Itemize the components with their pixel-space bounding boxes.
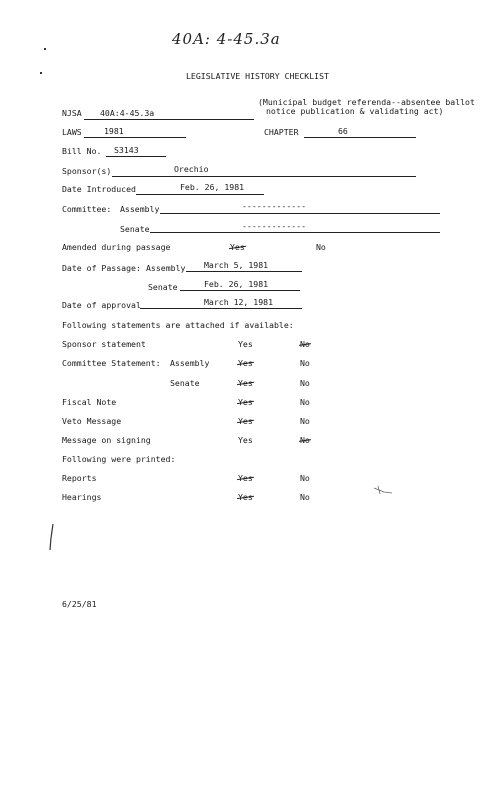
- reports-no: No: [300, 473, 310, 483]
- amended-yes-struck: Yes: [230, 242, 245, 252]
- fiscal-note-yes-struck: Yes: [238, 397, 253, 407]
- hearings-yes-struck: Yes: [238, 492, 253, 502]
- committee-assembly-label: Assembly: [120, 204, 160, 214]
- njsa-value: 40A:4-45.3a: [100, 108, 155, 118]
- committee-senate-value: -------------: [242, 221, 307, 231]
- committee-statement-senate-yes: [238, 379, 253, 387]
- introduced-underline: [136, 194, 264, 195]
- veto-message-label: Veto Message: [62, 416, 122, 426]
- sponsor-statement-yes: Yes: [238, 339, 253, 349]
- reports-yes: [238, 474, 253, 482]
- passage-senate-underline: [180, 290, 300, 291]
- stray-mark: [40, 72, 42, 74]
- amended-label: Amended during passage: [62, 242, 171, 252]
- committee-statement-assembly-no: No: [300, 358, 310, 368]
- chapter-value: 66: [338, 126, 348, 136]
- hearings-yes: [238, 493, 253, 501]
- stray-mark: [44, 48, 46, 50]
- passage-assembly-value: March 5, 1981: [204, 260, 269, 270]
- sponsor-statement-no: [300, 340, 310, 348]
- committee-statement-assembly-yes: [238, 359, 253, 367]
- committee-statement-senate-label: Senate: [170, 378, 200, 388]
- amended-no: No: [316, 242, 326, 252]
- sponsor-underline: [112, 176, 416, 177]
- reports-label: Reports: [62, 473, 97, 483]
- passage-label: Date of Passage:: [62, 263, 141, 273]
- veto-message-yes: [238, 417, 253, 425]
- sponsor-statement-label: Sponsor statement: [62, 339, 146, 349]
- fiscal-note-label: Fiscal Note: [62, 397, 117, 407]
- pen-mark: [372, 484, 394, 498]
- amended-yes: [230, 243, 245, 251]
- committee-senate-label: Senate: [120, 224, 150, 234]
- committee-statement-assembly-label: Assembly: [170, 358, 210, 368]
- committee-senate-underline: [150, 232, 440, 233]
- veto-message-yes-struck: Yes: [238, 416, 253, 426]
- bill-label: Bill No.: [62, 146, 102, 156]
- introduced-label: Date Introduced: [62, 184, 136, 194]
- committee-assembly-value: -------------: [242, 201, 307, 211]
- sponsor-label: Sponsor(s): [62, 166, 112, 176]
- chapter-label: CHAPTER: [264, 127, 299, 137]
- description-line1: (Municipal budget referenda--absentee ballot: [258, 97, 475, 107]
- following-attached: Following statements are attached if available:: [62, 320, 294, 330]
- description-line2: notice publication & validating act): [266, 106, 444, 116]
- bill-value: S3143: [114, 145, 139, 155]
- committee-statement-senate-yes-struck: Yes: [238, 378, 253, 388]
- hearings-no: No: [300, 492, 310, 502]
- bill-underline: [106, 156, 166, 157]
- pen-stroke: [48, 522, 56, 552]
- committee-statement-label: Committee Statement:: [62, 358, 161, 368]
- fiscal-note-yes: [238, 398, 253, 406]
- message-signing-no-struck: No: [300, 435, 310, 445]
- hearings-label: Hearings: [62, 492, 102, 502]
- reports-yes-struck: Yes: [238, 473, 253, 483]
- njsa-label: NJSA: [62, 108, 82, 118]
- laws-underline: [84, 137, 186, 138]
- introduced-value: Feb. 26, 1981: [180, 182, 245, 192]
- laws-label: LAWS: [62, 127, 82, 137]
- njsa-underline: [84, 119, 254, 120]
- sponsor-statement-no-struck: No: [300, 339, 310, 349]
- committee-label: Committee:: [62, 204, 112, 214]
- veto-message-no: No: [300, 416, 310, 426]
- handwritten-header: 40A: 4-45.3a: [172, 30, 281, 48]
- page-title: LEGISLATIVE HISTORY CHECKLIST: [186, 71, 329, 81]
- chapter-underline: [304, 137, 416, 138]
- sponsor-value: Orechio: [174, 164, 209, 174]
- committee-statement-assembly-yes-struck: Yes: [238, 358, 253, 368]
- fiscal-note-no: No: [300, 397, 310, 407]
- date-stamp: 6/25/81: [62, 599, 97, 609]
- following-printed: Following were printed:: [62, 454, 176, 464]
- passage-senate-value: Feb. 26, 1981: [204, 279, 269, 289]
- committee-statement-senate-no: No: [300, 378, 310, 388]
- message-signing-yes: Yes: [238, 435, 253, 445]
- message-signing-label: Message on signing: [62, 435, 151, 445]
- approval-value: March 12, 1981: [204, 297, 274, 307]
- passage-senate-label: Senate: [148, 282, 178, 292]
- committee-assembly-underline: [160, 213, 440, 214]
- approval-label: Date of approval: [62, 300, 141, 310]
- approval-underline: [140, 308, 302, 309]
- passage-assembly-label: Assembly: [146, 263, 186, 273]
- message-signing-no: [300, 436, 310, 444]
- laws-value: 1981: [104, 126, 124, 136]
- passage-assembly-underline: [186, 271, 302, 272]
